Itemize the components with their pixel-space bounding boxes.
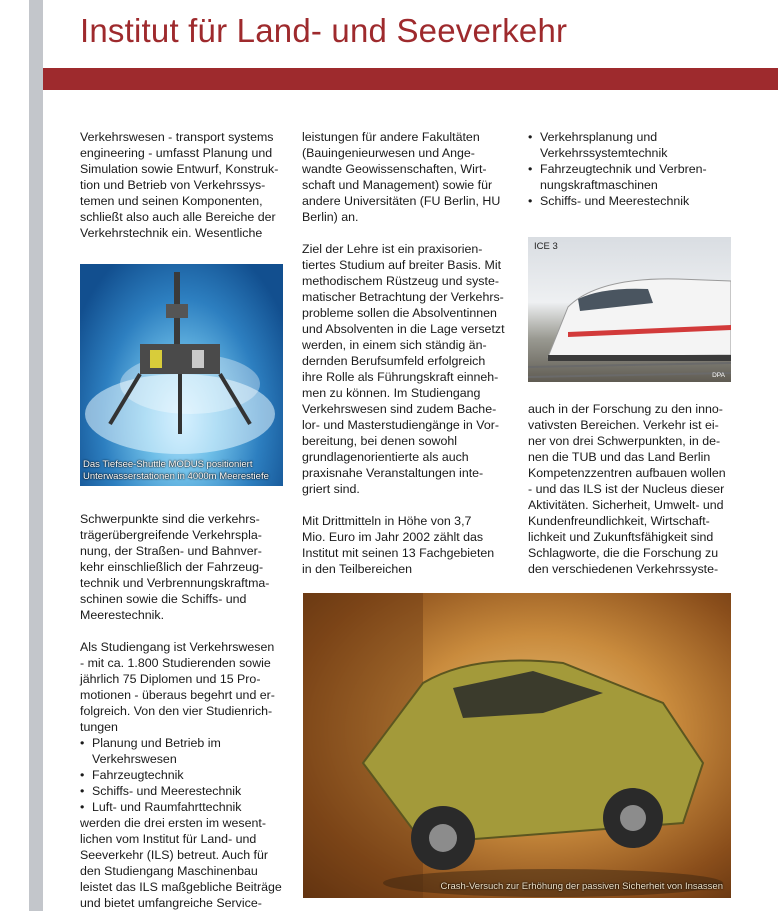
column-2 — [302, 129, 512, 577]
column-1-bottom — [80, 511, 285, 911]
list-item: • Luft- und Raumfahrttechnik — [80, 799, 285, 815]
teaching-goal-paragraph: Ziel der Lehre ist ein praxisorien- tiertes Studium auf breiter Basis. Mit methodischem Rüstzeug und syste- matischer Betrachtung der Verkehrs- probleme sollen die Absolventinnen und Absolventen in die Lage versetzt werden, in einem sich ständig än- dernden Berufsumfeld erfolgreich ihre Rolle als Führungskraft einneh- men zu können. Im Studiengang Verkehrswesen sind zudem Bache- lor- und Masterstudiengänge in Vor- bereitung, bei denen sowohl grundlagenorientierte als auch praxisnahe Veranstaltungen inte- griert sind. — [302, 242, 505, 496]
list-item: • Verkehrsplanung und Verkehrssystemtechnik — [528, 129, 738, 161]
crash-test-illustration — [303, 593, 731, 898]
deep-sea-shuttle-illustration — [80, 264, 283, 486]
list-item: • Schiffs- und Meerestechnik — [80, 783, 285, 799]
list-item: • Fahrzeugtechnik — [80, 767, 285, 783]
funding-paragraph: Mit Drittmitteln in Höhe von 3,7 Mio. Euro im Jahr 2002 zählt das Institut mit seinen 13 Fachgebieten in den Teilbereichen — [302, 514, 495, 576]
crash-test-caption: Crash-Versuch zur Erhöhung der passiven Sicherheit von Insassen — [440, 881, 723, 892]
research-paragraph: auch in der Forschung zu den inno- vativsten Bereichen. Verkehr ist ei- ner von drei Schwerpunkten, in de- nen die TUB und das Land Berlin Kompetenzzentren aufbauen wollen - und das ILS ist der Nucleus dieser Aktivitäten. Sicherheit, Umwelt- und Kundenfreundlichkeit, Wirtschaft- lichkeit und Zukunftsfähigkeit sind Schlagworte, die die Forschung zu den verschiedenen Verkehrssyste- — [528, 402, 726, 576]
research-areas-list — [528, 129, 738, 209]
page-title: Institut für Land- und Seeverkehr — [80, 12, 568, 49]
ice3-train-photo — [528, 237, 731, 382]
column-3-top — [528, 129, 738, 209]
ils-paragraph: werden die drei ersten im wesent- lichen vom Institut für Land- und Seeverkehr (ILS) betreut. Auch für den Studiengang Maschinenbau leistet das ILS maßgebliche Beiträge und bietet umfangreiche Service- — [80, 816, 282, 910]
crash-test-photo — [303, 593, 731, 898]
column-3-bottom — [528, 401, 738, 577]
list-item: • Schiffs- und Meerestechnik — [528, 193, 738, 209]
title-band — [43, 68, 778, 90]
deep-sea-shuttle-photo — [80, 264, 283, 486]
deep-sea-caption: Das Tiefsee-Shuttle MODUS positioniert Unterwasserstationen in 4000m Meerestiefe — [83, 459, 269, 482]
focus-paragraph: Schwerpunkte sind die verkehrs- trägerübergreifende Verkehrspla- nung, der Straßen- und Bahnver- kehr einschließlich der Fahrzeug- technik und Verbrennungskraftma- schinen sowie die Schiffs- und Meerestechnik. — [80, 512, 270, 622]
photo-credit: DPA — [712, 372, 725, 379]
list-item: • Fahrzeugtechnik und Verbren- nungskraftmaschinen — [528, 161, 738, 193]
services-paragraph: leistungen für andere Fakultäten (Bauingenieurwesen und Ange- wandte Geowissenschaften, Wirt- schaft und Management) sowie für andere Universitäten (FU Berlin, HU Berlin) an. — [302, 130, 501, 224]
intro-paragraph: Verkehrswesen - transport systems engineering - umfasst Planung und Simulation sowie Entwurf, Konstruk- tion und Betrieb von Verkehrssys- temen und seinen Komponenten, schließt also auch alle Bereiche der Verkehrstechnik ein. Wesentliche — [80, 130, 279, 240]
list-item: • Planung und Betrieb im Verkehrswesen — [80, 735, 285, 767]
column-1-top — [80, 129, 285, 241]
study-directions-list — [80, 735, 285, 815]
left-margin-bar — [29, 0, 43, 911]
ice3-label: ICE 3 — [534, 241, 558, 252]
ice3-train-illustration — [528, 237, 731, 382]
study-program-paragraph: Als Studiengang ist Verkehrswesen - mit ca. 1.800 Studierenden sowie jährlich 75 Diplomen und 15 Pro- motionen - überaus begehrt und er- folgreich. Von den vier Studienrich- tungen — [80, 640, 275, 734]
